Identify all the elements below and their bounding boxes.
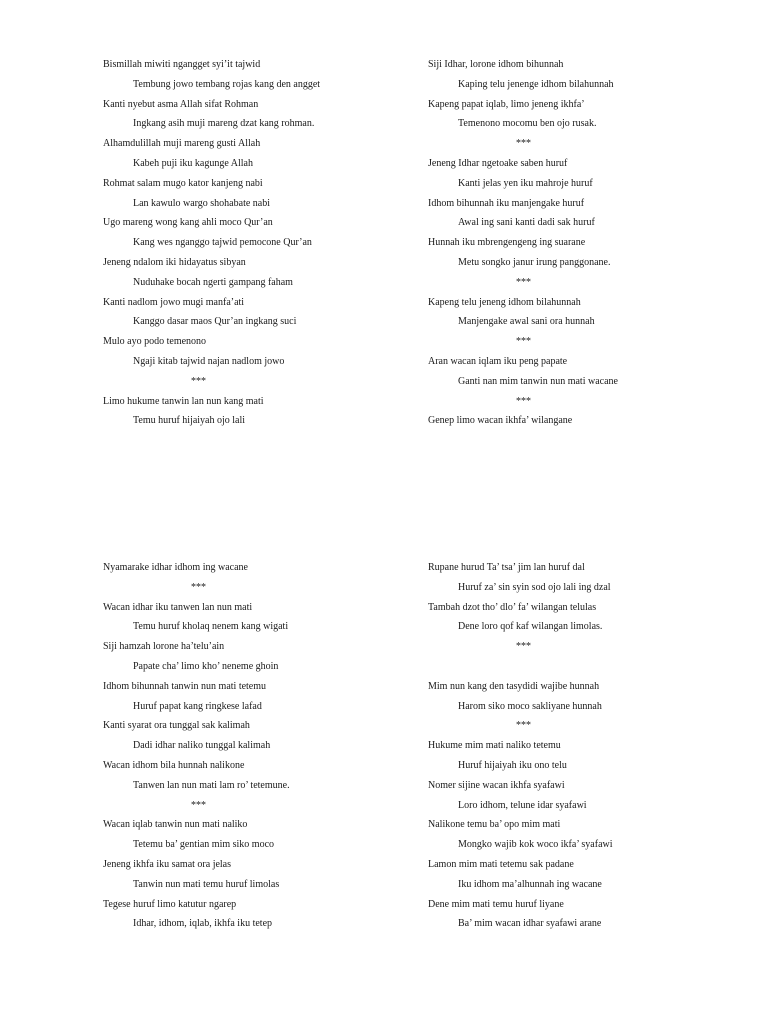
verse-line: Awal ing sani kanti dadi sak huruf	[458, 217, 595, 229]
verse-line: Nyamarake idhar idhom ing wacane	[103, 562, 248, 573]
verse-line: Mulo ayo podo temenono	[103, 336, 207, 348]
verse-line: Metu songko janur irung panggonane.	[458, 256, 611, 268]
column-top-left	[103, 57, 433, 433]
verse-line: Ngaji kitab tajwid najan nadlom jowo	[133, 355, 285, 367]
verse-line: Kang wes nganggo tajwid pemocone Qur’an	[133, 237, 312, 249]
verse-line: Nalikone temu ba’ opo mim mati	[428, 819, 561, 831]
verse-line: Kanti syarat ora tunggal sak kalimah	[103, 720, 250, 732]
verse-line: Dene mim mati temu huruf liyane	[428, 898, 564, 910]
verse-line: Huruf za’ sin syin sod ojo lali ing dzal	[458, 581, 611, 593]
verse-line: Nomer sijine wacan ikhfa syafawi	[428, 779, 565, 791]
verse-line: Temu huruf kholaq nenem kang wigati	[133, 621, 289, 633]
verse-line: Tembung jowo tembang rojas kang den angget	[133, 78, 321, 90]
verse-line: Nuduhake bocah ngerti gampang faham	[133, 276, 293, 288]
verse-line: Ingkang asih muji mareng dzat kang rohman.	[133, 118, 315, 130]
verse-line: Dadi idhar naliko tunggal kalimah	[133, 740, 271, 752]
verse-line: Harom siko moco sakliyane hunnah	[458, 700, 602, 712]
verse-line: Idhar, idhom, iqlab, ikhfa iku tetep	[133, 918, 273, 930]
verse-line: Wacan idhar iku tanwen lan nun mati	[103, 601, 253, 613]
verse-line: Aran wacan iqlam iku peng papate	[428, 355, 568, 367]
stanza-separator: ***	[516, 138, 531, 150]
verse-line: Limo hukume tanwin lan nun kang mati	[103, 395, 264, 407]
verse-line: Idhom bihunnah tanwin nun mati tetemu	[103, 680, 267, 692]
verse-line: Iku idhom ma’alhunnah ing wacane	[458, 878, 602, 890]
column-top-right	[428, 57, 758, 433]
verse-line: Kapeng papat iqlab, limo jeneng ikhfa’	[428, 98, 585, 110]
stanza-separator: ***	[516, 720, 531, 732]
verse-line: Kanti nadlom jowo mugi manfa’ati	[103, 296, 245, 308]
verse-line: Manjengake awal sani ora hunnah	[458, 316, 595, 328]
stanza-separator: ***	[516, 395, 531, 407]
verse-line: Siji Idhar, lorone idhom bihunnah	[428, 59, 564, 70]
stanza-separator: ***	[191, 581, 206, 593]
verse-line: Kanti nyebut asma Allah sifat Rohman	[103, 98, 259, 110]
verse-line: Jeneng ikhfa iku samat ora jelas	[103, 858, 232, 870]
verse-line: Kanggo dasar maos Qur’an ingkang suci	[133, 316, 297, 328]
verse-line: Wacan idhom bila hunnah nalikone	[103, 759, 245, 771]
verse-line: Lan kawulo wargo shohabate nabi	[133, 197, 270, 209]
verse-line: Kapeng telu jeneng idhom bilahunnah	[428, 296, 581, 308]
column-bottom-right	[428, 560, 758, 936]
verse-line: Huruf papat kang ringkese lafad	[133, 700, 262, 712]
verse-line: Tanwin nun mati temu huruf limolas	[133, 878, 280, 890]
verse-line: Genep limo wacan ikhfa’ wilangane	[428, 415, 573, 427]
verse-line: Lamon mim mati tetemu sak padane	[428, 858, 574, 870]
verse-line: Rohmat salam mugo kator kanjeng nabi	[103, 177, 263, 189]
verse-line: Mim nun kang den tasydidi wajibe hunnah	[428, 680, 600, 692]
verse-line: Tetemu ba’ gentian mim siko moco	[133, 839, 275, 851]
stanza-separator: ***	[516, 336, 531, 348]
verse-line: Bismillah miwiti ngangget syi’it tajwid	[103, 59, 261, 70]
verse-line: Ugo mareng wong kang ahli moco Qur’an	[103, 217, 273, 229]
verse-line: Jeneng Idhar ngetoake saben huruf	[428, 157, 568, 169]
verse-line: Alhamdulillah muji mareng gusti Allah	[103, 138, 261, 150]
verse-line: Dene loro qof kaf wilangan limolas.	[458, 621, 603, 633]
verse-line: Papate cha’ limo kho’ neneme ghoin	[133, 660, 279, 672]
column-bottom-left	[103, 560, 433, 936]
verse-line: Temenono mocomu ben ojo rusak.	[458, 118, 597, 130]
stanza-separator: ***	[516, 276, 531, 288]
verse-line: Huruf hijaiyah iku ono telu	[458, 759, 567, 771]
stanza-separator: ***	[191, 799, 206, 811]
verse-line: Kanti jelas yen iku mahroje huruf	[458, 177, 593, 189]
verse-line: Rupane hurud Ta’ tsa’ jim lan huruf dal	[428, 562, 585, 573]
verse-line: Idhom bihunnah iku manjengake huruf	[428, 197, 585, 209]
verse-line: Wacan iqlab tanwin nun mati naliko	[103, 819, 248, 831]
verse-line	[428, 659, 758, 679]
stanza-separator: ***	[516, 641, 531, 653]
verse-line: Ganti nan mim tanwin nun mati wacane	[458, 375, 618, 387]
verse-line: Mongko wajib kok woco ikfa’ syafawi	[458, 839, 613, 851]
verse-line: Jeneng ndalom iki hidayatus sibyan	[103, 256, 246, 268]
verse-line: Ba’ mim wacan idhar syafawi arane	[458, 918, 602, 930]
verse-line: Tanwen lan nun mati lam ro’ tetemune.	[133, 779, 290, 791]
verse-line: Temu huruf hijaiyah ojo lali	[133, 415, 246, 427]
verse-line: Kaping telu jenenge idhom bilahunnah	[458, 78, 614, 90]
verse-line: Kabeh puji iku kagunge Allah	[133, 157, 253, 169]
verse-line: Tambah dzot tho’ dlo’ fa’ wilangan telulas	[428, 601, 597, 613]
verse-line: Loro idhom, telune idar syafawi	[458, 799, 587, 811]
verse-line: Hukume mim mati naliko tetemu	[428, 740, 561, 752]
verse-line: Siji hamzah lorone ha’telu’ain	[103, 641, 225, 653]
stanza-separator: ***	[191, 375, 206, 387]
verse-line: Tegese huruf limo katutur ngarep	[103, 898, 237, 910]
verse-line: Hunnah iku mbrengengeng ing suarane	[428, 237, 586, 249]
